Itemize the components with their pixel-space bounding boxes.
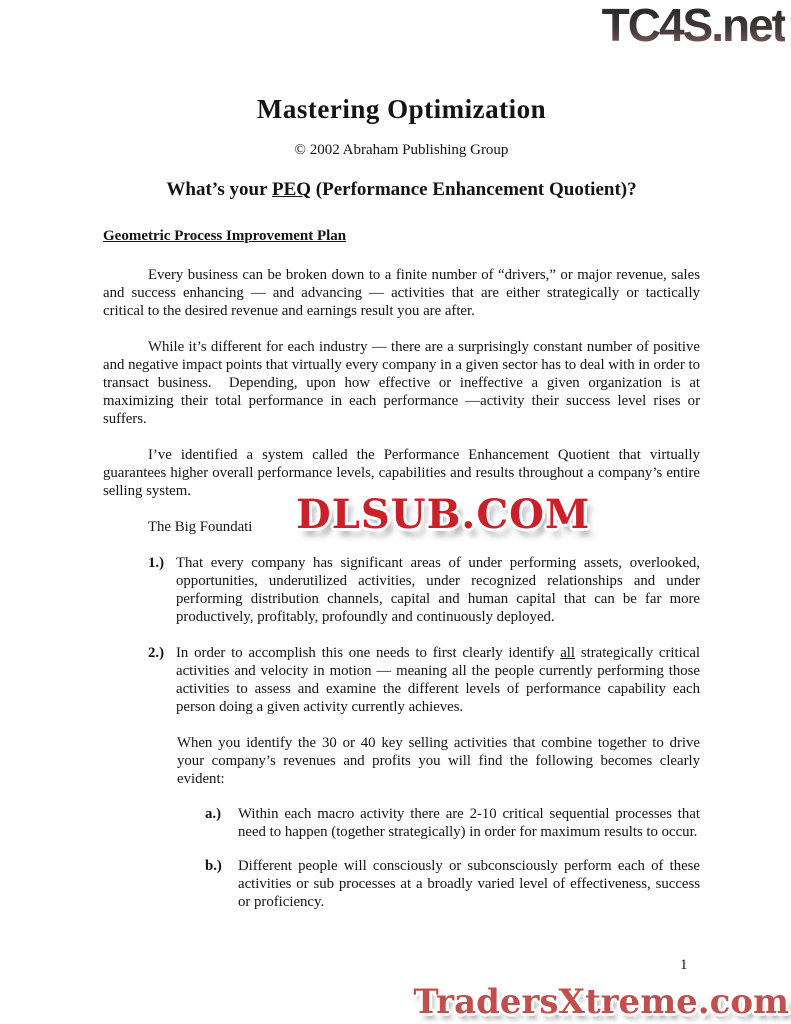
lettered-item-a-text: Within each macro activity there are 2-10 critical sequential processes that need to happen (together strategically) in order for maximum results to occur. [238, 806, 700, 840]
lettered-item-b [205, 857, 700, 911]
numbered-item-2-text-underlined: all [560, 645, 576, 661]
page-title: Mastering Optimization [256, 94, 547, 124]
section-heading: Geometric Process Improvement Plan [103, 228, 347, 244]
numbered-item-1 [148, 554, 700, 626]
peq-heading-underlined: PEQ [271, 179, 312, 200]
document-page [103, 0, 700, 927]
numbered-item-1-label: 1.) [148, 555, 165, 571]
page-number: 1 [680, 957, 688, 973]
lettered-item-a-label: a.) [205, 806, 222, 822]
foundation-line [103, 491, 700, 538]
peq-heading-suffix: (Performance Enhancement Quotient)? [311, 179, 637, 200]
tradersxtreme-watermark-logo: TradersXtreme.com [413, 982, 789, 1022]
lettered-item-b-label: b.) [205, 858, 222, 874]
numbered-item-2-text [176, 644, 700, 716]
lettered-item-a [205, 805, 700, 841]
sub-paragraph: When you identify the 30 or 40 key selling activities that combine together to drive your company’s revenues and profits you will find the following becomes clearly evident: [177, 735, 700, 787]
peq-heading-prefix: What’s your [166, 179, 272, 200]
paragraph-3: I’ve identified a system called the Performance Enhancement Quotient that virtually guarantees higher overall performance levels, capabilities and results throughout a company’s entire selling system. [103, 447, 700, 499]
foundation-line-text: The Big Foundati [148, 519, 253, 535]
tc4s-watermark-logo: TC4S.net [601, 0, 785, 51]
numbered-item-1-text: That every company has significant areas of under performing assets, overlooked, opportunities, underutilized activities, under recognized relationships and under performing distribution channels, capital and human capital that can be far more productively, profitably, profoundly and continuously deployed. [176, 555, 700, 625]
dlsub-watermark-logo: DLSUB.COM [296, 491, 591, 538]
paragraph-1: Every business can be broken down to a finite number of “drivers,” or major revenue, sales and success enhancing — and advancing — activities that are either strategically or tactically critical to the desired revenue and earnings result you are after. [103, 267, 700, 319]
numbered-item-2-label: 2.) [148, 645, 165, 661]
numbered-item-2-text-before: In order to accomplish this one needs to first clearly identify [176, 645, 561, 661]
numbered-item-2 [148, 644, 700, 716]
paragraph-2: While it’s different for each industry — there are a surprisingly constant number of positive and negative impact points that virtually every company in a given sector has to deal with in order to transact business. Depending, upon how effective or ineffective a given organization is at maximizing their total performance in each performance —activity their success level rises or suffers. [103, 339, 700, 427]
lettered-item-b-text: Different people will consciously or subconsciously perform each of these activities or sub processes at a broadly varied level of effectiveness, success or proficiency. [238, 858, 700, 910]
numbered-item-2-text-after: strategically critical activities and velocity in motion — meaning all the people currently performing those activities to assess and examine the different levels of performance capability each person doing a given activity currently achieves. [176, 645, 701, 715]
copyright-line: © 2002 Abraham Publishing Group [294, 142, 509, 158]
peq-heading [103, 178, 700, 201]
